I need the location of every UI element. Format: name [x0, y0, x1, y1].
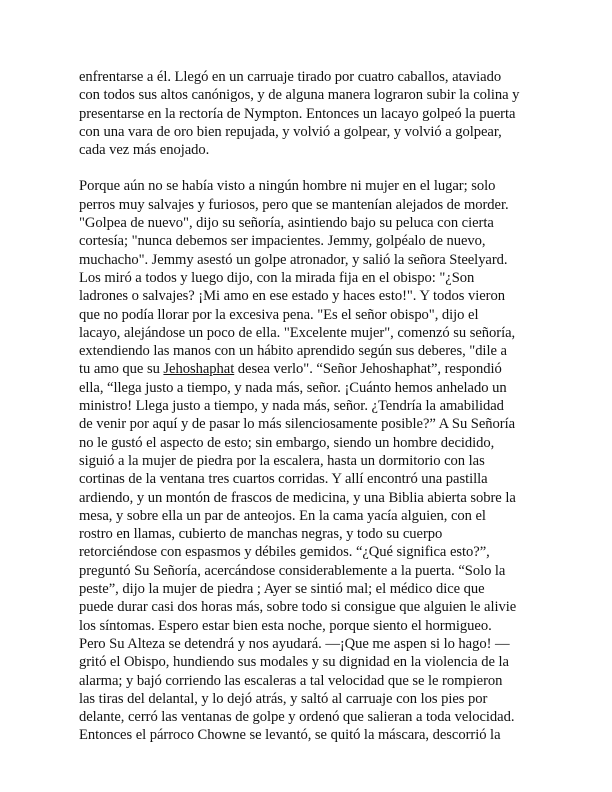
text-segment: que no podía llorar por la excesiva pena. "Es el señor obispo", dijo el [79, 306, 479, 323]
text-segment: mesa, y sobre ella un par de anteojos. En la cama yacía alguien, con el [79, 507, 486, 524]
text-segment: ladrones o salvajes? ¡Mi amo en ese estado y haces esto!". Y todos vieron [79, 288, 505, 305]
jehoshaphat-link[interactable]: Jehoshaphat [163, 361, 235, 378]
text-line [79, 360, 539, 378]
text-segment: cortinas de la ventana tres cuartos corridas. Y allí encontró una pastilla [79, 471, 488, 488]
text-line [79, 342, 539, 360]
text-line [79, 306, 539, 324]
text-segment: alarma; y bajó corriendo las escaleras a tal velocidad que se le rompieron [79, 672, 503, 689]
text-line [79, 232, 539, 250]
text-segment: tu amo que su [79, 361, 164, 378]
text-line [79, 617, 539, 635]
text-line [79, 141, 539, 159]
text-segment: peste”, dijo la mujer de piedra ; Ayer se sintió mal; el médico dice que [79, 581, 485, 598]
text-line [79, 415, 539, 433]
text-line [79, 251, 539, 269]
text-line [79, 177, 539, 195]
text-segment: cortesía; "nunca debemos ser impacientes. Jemmy, golpéalo de nuevo, [79, 233, 486, 250]
text-segment: con una vara de oro bien repujada, y volvió a golpear, y volvió a golpear, [79, 123, 502, 140]
text-line [79, 690, 539, 708]
text-segment: no le gustó el aspecto de esto; sin embargo, siendo un hombre decidido, [79, 434, 495, 451]
text-segment: Entonces el párroco Chowne se levantó, se quitó la máscara, descorrió la [79, 727, 501, 744]
text-segment: rostro en llamas, cubierto de manchas negras, y todo su cuerpo [79, 526, 443, 543]
text-line [79, 726, 539, 744]
text-line [79, 68, 539, 86]
text-line [79, 196, 539, 214]
text-segment: los síntomas. Espero estar bien esta noche, porque siento el hormigueo. [79, 617, 492, 634]
text-line [79, 470, 539, 488]
document-page [79, 68, 539, 745]
text-line [79, 397, 539, 415]
text-line [79, 86, 539, 104]
text-line [79, 489, 539, 507]
text-line [79, 543, 539, 561]
text-line [79, 562, 539, 580]
text-line [79, 269, 539, 287]
text-segment: perros muy salvajes y furiosos, pero que se mantenían alejados de morder. [79, 196, 509, 213]
text-line [79, 105, 539, 123]
text-line [79, 635, 539, 653]
text-segment: las tiras del delantal, y lo dejó atrás, y saltó al carruaje con los pies por [79, 690, 488, 707]
text-segment: preguntó Su Señoría, acercándose considerablemente a la puerta. “Solo la [79, 562, 506, 579]
text-line [79, 287, 539, 305]
text-segment: siguió a la mujer de piedra por la escalera, hasta un dormitorio con las [79, 452, 485, 469]
text-segment: ardiendo, y un montón de frascos de medicina, y una Biblia abierta sobre la [79, 489, 516, 506]
text-line [79, 598, 539, 616]
text-segment: desea verlo". “Señor Jehoshaphat”, respondió [234, 361, 502, 378]
text-segment: lacayo, alejándose un poco de ella. "Excelente mujer", comenzó su señoría, [79, 324, 516, 341]
text-line [79, 324, 539, 342]
text-line [79, 452, 539, 470]
text-line [79, 580, 539, 598]
text-segment: "Golpea de nuevo", dijo su señoría, asintiendo bajo su peluca con cierta [79, 215, 494, 232]
text-segment: cada vez más enojado. [79, 142, 210, 159]
text-line [79, 434, 539, 452]
text-segment: Porque aún no se había visto a ningún hombre ni mujer en el lugar; solo [79, 178, 496, 195]
text-segment: Pero Su Alteza se detendrá y nos ayudará. —¡Que me aspen si lo hago! — [79, 635, 510, 652]
text-line [79, 507, 539, 525]
text-segment: ministro! Llega justo a tiempo, y nada más, señor. ¿Tendría la amabilidad [79, 398, 504, 415]
text-line [79, 379, 539, 397]
text-segment: presentarse en la rectoría de Nympton. Entonces un lacayo golpeó la puerta [79, 105, 516, 122]
text-line [79, 123, 539, 141]
paragraph [79, 68, 539, 159]
text-segment: delante, cerró las ventanas de golpe y ordenó que salieran a toda velocidad. [79, 709, 515, 726]
text-line [79, 672, 539, 690]
text-line [79, 708, 539, 726]
paragraph [79, 177, 539, 744]
text-segment: enfrentarse a él. Llegó en un carruaje tirado por cuatro caballos, ataviado [79, 69, 502, 85]
text-line [79, 653, 539, 671]
text-segment: extendiendo las manos con un hábito aprendido según sus deberes, "dile a [79, 343, 507, 360]
text-segment: con todos sus altos canónigos, y de alguna manera lograron subir la colina y [79, 87, 520, 104]
text-segment: de venir por aquí y de pasar lo más silenciosamente posible?” A Su Señoría [79, 416, 516, 433]
text-segment: retorciéndose con espasmos y débiles gemidos. “¿Qué significa esto?”, [79, 544, 490, 561]
text-segment: gritó el Obispo, hundiendo sus modales y su dignidad en la violencia de la [79, 654, 509, 671]
text-line [79, 214, 539, 232]
text-segment: puede durar casi dos horas más, sobre todo si consigue que alguien le alivie [79, 599, 517, 616]
text-segment: Los miró a todos y luego dijo, con la mirada fija en el obispo: "¿Son [79, 269, 475, 286]
text-segment: muchacho". Jemmy asestó un golpe atronador, y salió la señora Steelyard. [79, 251, 508, 268]
text-line [79, 525, 539, 543]
text-segment: ella, “llega justo a tiempo, y nada más, señor. ¡Cuánto hemos anhelado un [79, 379, 507, 396]
